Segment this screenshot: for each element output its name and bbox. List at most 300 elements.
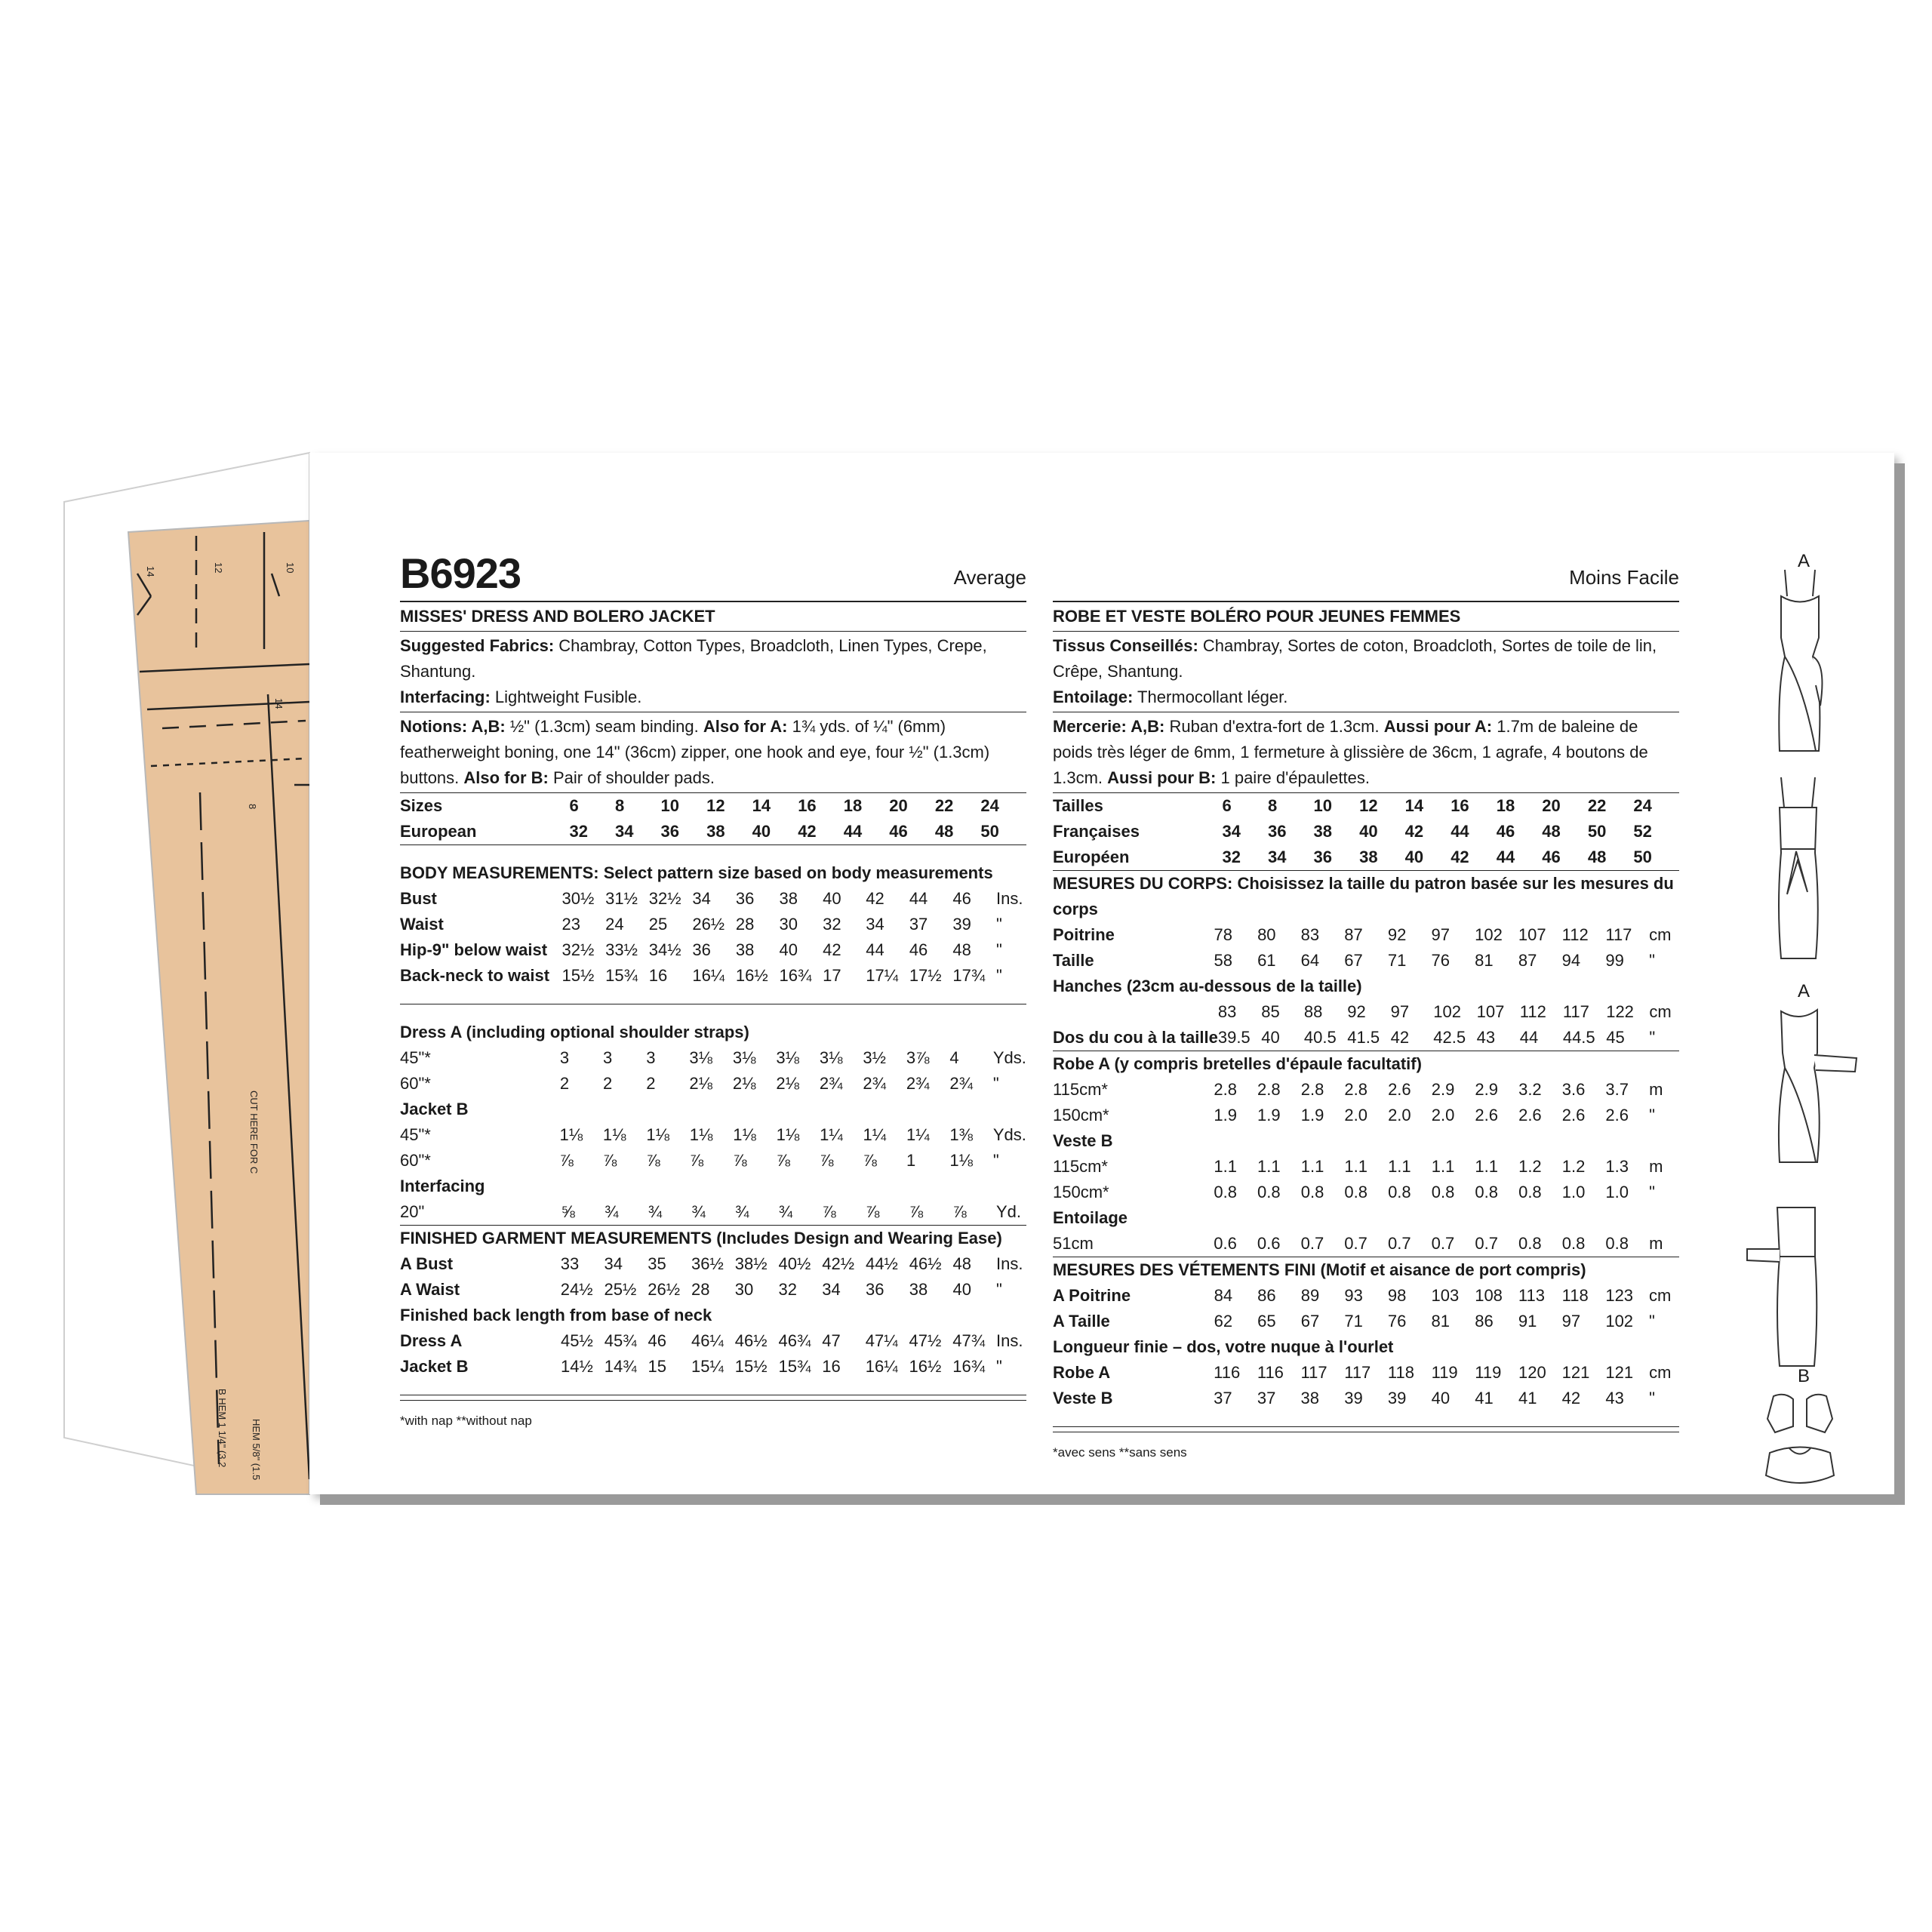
cell-value: 17¼ bbox=[866, 966, 899, 985]
dress-a-front-sketch bbox=[1779, 570, 1822, 751]
cell-value: 47¾ bbox=[952, 1331, 986, 1350]
cell-value: 16¾ bbox=[952, 1357, 986, 1376]
cell-value: 80 bbox=[1257, 925, 1276, 944]
french-header bbox=[1053, 551, 1679, 602]
cell-value: 122 bbox=[1606, 1002, 1634, 1021]
cell-value: 43 bbox=[1605, 1389, 1624, 1407]
cell-value: 71 bbox=[1387, 951, 1407, 970]
cell-value: ¾ bbox=[778, 1202, 793, 1221]
cell-value: 45 bbox=[1606, 1028, 1625, 1047]
row-label: Françaises bbox=[1053, 822, 1140, 841]
cell-value: ⅞ bbox=[866, 1202, 880, 1221]
hip-table-fr bbox=[1053, 999, 1679, 1051]
cell-value: 32 bbox=[823, 915, 841, 934]
fabrics-label: Suggested Fabrics: bbox=[400, 636, 555, 655]
interfacing-label-fr: Entoilage: bbox=[1053, 688, 1134, 706]
cell-value: 3.7 bbox=[1605, 1080, 1629, 1099]
row-label: Dress A bbox=[400, 1331, 463, 1350]
table-row bbox=[400, 912, 1026, 937]
unit-label: " bbox=[992, 1074, 999, 1093]
cell-value: 2.6 bbox=[1518, 1106, 1542, 1124]
cell-value: 81 bbox=[1475, 951, 1494, 970]
dress-a-table-fr bbox=[1053, 1077, 1679, 1128]
cell-value: 3.6 bbox=[1561, 1080, 1586, 1099]
cell-value: 50 bbox=[1587, 822, 1607, 841]
unit-label: " bbox=[1649, 1028, 1656, 1047]
cell-value: 44 bbox=[909, 889, 928, 908]
dress-a-strapless-sketch bbox=[1779, 1010, 1857, 1162]
cell-value: ⅞ bbox=[863, 1151, 877, 1170]
cell-value: 97 bbox=[1561, 1312, 1581, 1331]
cell-value: 119 bbox=[1475, 1363, 1502, 1382]
tissue-mark-6: CUT HERE FOR C bbox=[248, 1091, 260, 1174]
cell-value: 107 bbox=[1518, 925, 1546, 944]
table-row bbox=[1053, 793, 1679, 819]
notions-label-fr: Mercerie: A,B: bbox=[1053, 717, 1165, 736]
cell-value: ¾ bbox=[605, 1202, 619, 1221]
unit-label: " bbox=[996, 915, 1002, 934]
unit-label: Ins. bbox=[995, 1331, 1023, 1350]
notions-block-fr bbox=[1053, 712, 1679, 793]
unit-label: " bbox=[995, 1357, 1002, 1376]
cell-value: 98 bbox=[1387, 1286, 1407, 1305]
tissue-mark-4: 14 bbox=[273, 698, 285, 709]
cell-value: 87 bbox=[1344, 925, 1363, 944]
cell-value: 120 bbox=[1518, 1363, 1546, 1382]
cell-value: 16 bbox=[648, 966, 668, 985]
cell-value: 3⅛ bbox=[819, 1048, 843, 1067]
cell-value: 40.5 bbox=[1303, 1028, 1337, 1047]
cell-value: 1 bbox=[906, 1151, 916, 1170]
row-label: Bust bbox=[400, 889, 437, 908]
cell-value: 33½ bbox=[605, 940, 638, 959]
unit-label: " bbox=[996, 1280, 1002, 1299]
jacket-b-table bbox=[400, 1122, 1026, 1174]
cell-value: 30½ bbox=[561, 889, 595, 908]
cell-value: 36 bbox=[1268, 822, 1287, 841]
cell-value: 34 bbox=[615, 822, 634, 841]
cell-value: 123 bbox=[1605, 1286, 1634, 1305]
cell-value: 76 bbox=[1387, 1312, 1407, 1331]
tissue-mark-7: B HEM 1 1/4" (3.2 bbox=[217, 1389, 228, 1468]
unit-label: cm bbox=[1649, 1002, 1672, 1021]
cell-value: 112 bbox=[1519, 1002, 1546, 1021]
english-header bbox=[400, 551, 1026, 602]
cell-value: 86 bbox=[1257, 1286, 1276, 1305]
row-label: Veste B bbox=[1053, 1389, 1113, 1407]
cell-value: 1.0 bbox=[1605, 1183, 1629, 1201]
cell-value: 34½ bbox=[648, 940, 681, 959]
cell-value: 2¾ bbox=[949, 1074, 973, 1093]
cell-value: 39 bbox=[1344, 1389, 1363, 1407]
hip-title-fr: Hanches (23cm au-dessous de la taille) bbox=[1053, 977, 1362, 995]
cell-value: 52 bbox=[1633, 822, 1652, 841]
cell-value: 44 bbox=[1496, 848, 1515, 866]
row-label: Taille bbox=[1053, 951, 1094, 970]
cell-value: 2.6 bbox=[1388, 1080, 1411, 1099]
row-label: Sizes bbox=[400, 796, 443, 815]
cell-value: 58 bbox=[1214, 951, 1232, 970]
cell-value: 0.6 bbox=[1214, 1234, 1237, 1253]
cell-value: 0.8 bbox=[1605, 1234, 1629, 1253]
cell-value: 93 bbox=[1344, 1286, 1363, 1305]
cell-value: 1.1 bbox=[1475, 1157, 1498, 1176]
row-label: 45"* bbox=[400, 1125, 431, 1144]
cell-value: 0.8 bbox=[1518, 1234, 1542, 1253]
fabrics-block-fr bbox=[1053, 632, 1679, 712]
unit-label: Yds. bbox=[992, 1048, 1026, 1067]
row-label: A Taille bbox=[1053, 1312, 1110, 1331]
cell-value: 41.5 bbox=[1347, 1028, 1380, 1047]
row-label: 60"* bbox=[400, 1151, 431, 1170]
table-row bbox=[1053, 1309, 1679, 1334]
cell-value: ¾ bbox=[691, 1202, 706, 1221]
body-measurements-table bbox=[400, 886, 1026, 989]
cell-value: 3⅛ bbox=[776, 1048, 799, 1067]
cell-value: 15¾ bbox=[605, 966, 638, 985]
cell-value: 38½ bbox=[734, 1254, 768, 1273]
table-row bbox=[400, 1045, 1026, 1071]
cell-value: 15 bbox=[648, 1357, 667, 1376]
cell-value: 0.7 bbox=[1387, 1234, 1411, 1253]
cell-value: 1¼ bbox=[820, 1125, 843, 1144]
cell-value: 46 bbox=[648, 1331, 667, 1350]
unit-label: m bbox=[1649, 1080, 1663, 1099]
cell-value: 2⅛ bbox=[732, 1074, 756, 1093]
table-row bbox=[1053, 819, 1679, 844]
cell-value: 42 bbox=[1561, 1389, 1581, 1407]
cell-value: 1⅜ bbox=[949, 1125, 974, 1144]
cell-value: 22 bbox=[934, 796, 954, 815]
cell-value: 45¾ bbox=[604, 1331, 637, 1350]
cell-value: 0.8 bbox=[1388, 1183, 1411, 1201]
row-label bbox=[1053, 999, 1218, 1025]
cell-value: 12 bbox=[1359, 796, 1378, 815]
unit-label: " bbox=[992, 1151, 999, 1170]
cell-value: 15¾ bbox=[778, 1357, 811, 1376]
cell-value: 2.6 bbox=[1561, 1106, 1586, 1124]
sizes-section bbox=[400, 793, 1026, 845]
cell-value: 71 bbox=[1344, 1312, 1363, 1331]
pattern-title: MISSES' DRESS AND BOLERO JACKET bbox=[400, 602, 1026, 632]
table-row bbox=[400, 886, 1026, 912]
table-row bbox=[400, 1148, 1026, 1174]
cell-value: 40 bbox=[752, 822, 771, 841]
cell-value: 50 bbox=[980, 822, 999, 841]
cell-value: 92 bbox=[1387, 925, 1407, 944]
cell-value: 24 bbox=[1633, 796, 1652, 815]
cell-value: 48 bbox=[1587, 848, 1607, 866]
cell-value: 24½ bbox=[560, 1280, 593, 1299]
cell-value: 10 bbox=[660, 796, 680, 815]
cell-value: 2.0 bbox=[1431, 1106, 1455, 1124]
cell-value: 1⅛ bbox=[733, 1125, 756, 1144]
cell-value: 39.5 bbox=[1217, 1028, 1251, 1047]
notions-a-label-fr: Aussi pour A: bbox=[1383, 717, 1493, 736]
unit-label: m bbox=[1649, 1157, 1663, 1176]
cell-value: 119 bbox=[1431, 1363, 1458, 1382]
cell-value: ⅞ bbox=[559, 1151, 574, 1170]
cell-value: 2 bbox=[559, 1074, 570, 1093]
cell-value: 34 bbox=[604, 1254, 623, 1273]
cell-value: 40 bbox=[952, 1280, 972, 1299]
cell-value: 33 bbox=[560, 1254, 580, 1273]
cell-value: 46¾ bbox=[778, 1331, 811, 1350]
unit-label: " bbox=[1649, 1389, 1655, 1407]
table-row bbox=[400, 1251, 1026, 1277]
cell-value: 1.0 bbox=[1561, 1183, 1586, 1201]
cell-value: 34 bbox=[692, 889, 711, 908]
cell-value: 117 bbox=[1344, 1363, 1371, 1382]
cell-value: 92 bbox=[1347, 1002, 1366, 1021]
cell-value: 117 bbox=[1300, 1363, 1327, 1382]
cell-value: 12 bbox=[706, 796, 725, 815]
cell-value: 46½ bbox=[909, 1254, 942, 1273]
cell-value: 25½ bbox=[604, 1280, 637, 1299]
cell-value: 16¼ bbox=[865, 1357, 898, 1376]
cell-value: 24 bbox=[980, 796, 999, 815]
cell-value: ¾ bbox=[735, 1202, 749, 1221]
tissue-mark-3: 10 bbox=[285, 562, 296, 574]
cell-value: 2¾ bbox=[863, 1074, 886, 1093]
cell-value: 44 bbox=[1451, 822, 1469, 841]
notions-text-3: Pair of shoulder pads. bbox=[548, 768, 715, 787]
cell-value: 62 bbox=[1214, 1312, 1233, 1331]
table-row bbox=[1053, 948, 1679, 974]
cell-value: 1⅛ bbox=[559, 1125, 583, 1144]
cell-value: 48 bbox=[1542, 822, 1561, 841]
cell-value: 32½ bbox=[648, 889, 681, 908]
table-row bbox=[1053, 844, 1679, 870]
cell-value: 38 bbox=[909, 1280, 928, 1299]
row-label: Back-neck to waist bbox=[400, 966, 550, 985]
cell-value: 14½ bbox=[561, 1357, 593, 1376]
cell-value: 0.8 bbox=[1257, 1183, 1281, 1201]
cell-value: 2 bbox=[603, 1074, 613, 1093]
cell-value: 38 bbox=[779, 889, 798, 908]
unit-label: " bbox=[996, 940, 1002, 959]
fabrics-block bbox=[400, 632, 1026, 712]
finished-measurements-title: FINISHED GARMENT MEASUREMENTS (Includes Design and Wearing Ease) bbox=[400, 1229, 1002, 1247]
jacket-b-table-fr bbox=[1053, 1154, 1679, 1205]
unit-label: Ins. bbox=[996, 889, 1023, 908]
dress-a-table bbox=[400, 1045, 1026, 1097]
cell-value: 16¼ bbox=[692, 966, 725, 985]
cell-value: 1¼ bbox=[906, 1125, 930, 1144]
cell-value: 28 bbox=[691, 1280, 710, 1299]
cell-value: 3 bbox=[559, 1048, 570, 1067]
body-measurements-table-fr bbox=[1053, 922, 1679, 974]
cell-value: 1⅛ bbox=[602, 1125, 626, 1144]
cell-value: 41 bbox=[1475, 1389, 1494, 1407]
cell-value: 81 bbox=[1431, 1312, 1450, 1331]
cell-value: 83 bbox=[1217, 1002, 1237, 1021]
row-label: 115cm* bbox=[1053, 1080, 1108, 1099]
cell-value: 97 bbox=[1390, 1002, 1410, 1021]
cell-value: 20 bbox=[889, 796, 908, 815]
footnote-fr: *avec sens **sans sens bbox=[1053, 1432, 1679, 1466]
notions-a-label: Also for A: bbox=[703, 717, 788, 736]
cell-value: 40 bbox=[823, 889, 841, 908]
cell-value: 1.9 bbox=[1214, 1106, 1237, 1124]
cell-value: 8 bbox=[1268, 796, 1278, 815]
cell-value: 6 bbox=[1222, 796, 1232, 815]
cell-value: 67 bbox=[1300, 1312, 1320, 1331]
cell-value: 48 bbox=[934, 822, 954, 841]
cell-value: 17½ bbox=[909, 966, 942, 985]
french-column bbox=[1053, 551, 1679, 1466]
row-label: 150cm* bbox=[1053, 1183, 1109, 1201]
cell-value: 50 bbox=[1633, 848, 1652, 866]
interfacing-text: Lightweight Fusible. bbox=[490, 688, 642, 706]
table-row bbox=[400, 819, 1026, 844]
unit-label: Ins. bbox=[996, 1254, 1023, 1273]
cell-value: 1.2 bbox=[1561, 1157, 1586, 1176]
cell-value: 64 bbox=[1300, 951, 1320, 970]
cell-value: 108 bbox=[1475, 1286, 1503, 1305]
table-row bbox=[1053, 1077, 1679, 1103]
cell-value: 1⅛ bbox=[949, 1151, 974, 1170]
tissue-mark-8: HEM 5/8" (1.5 bbox=[251, 1419, 262, 1481]
footnote: *with nap **without nap bbox=[400, 1400, 1026, 1434]
garment-sketches bbox=[1743, 551, 1894, 1381]
cell-value: 1.1 bbox=[1257, 1157, 1281, 1176]
cell-value: 97 bbox=[1431, 925, 1450, 944]
cell-value: 46 bbox=[952, 889, 971, 908]
cell-value: 118 bbox=[1561, 1286, 1589, 1305]
cell-value: 113 bbox=[1518, 1286, 1545, 1305]
table-row bbox=[400, 1071, 1026, 1097]
cell-value: 34 bbox=[866, 915, 884, 934]
cell-value: 16¾ bbox=[779, 966, 812, 985]
cell-value: 14 bbox=[752, 796, 771, 815]
finished-length-title-fr: Longueur finie – dos, votre nuque à l'ourlet bbox=[1053, 1337, 1394, 1356]
finished-length-table-fr bbox=[1053, 1360, 1679, 1411]
cell-value: 2.9 bbox=[1475, 1080, 1498, 1099]
cell-value: 46 bbox=[1496, 822, 1515, 841]
cell-value: 18 bbox=[1496, 796, 1515, 815]
table-row bbox=[1053, 1231, 1679, 1257]
cell-value: ⅞ bbox=[776, 1151, 791, 1170]
cell-value: 67 bbox=[1344, 951, 1363, 970]
row-label: European bbox=[400, 822, 477, 841]
cell-value: 3 bbox=[646, 1048, 656, 1067]
cell-value: 24 bbox=[605, 915, 624, 934]
cell-value: 0.7 bbox=[1300, 1234, 1324, 1253]
finished-length-table bbox=[400, 1328, 1026, 1380]
tissue-mark-1: 14 bbox=[145, 566, 156, 577]
cell-value: 47 bbox=[822, 1331, 841, 1350]
body-measurements-section bbox=[400, 860, 1026, 1004]
cell-value: ⅞ bbox=[689, 1151, 704, 1170]
cell-value: 1⅛ bbox=[646, 1125, 669, 1144]
cell-value: 3 bbox=[603, 1048, 613, 1067]
cell-value: 103 bbox=[1431, 1286, 1460, 1305]
cell-value: 1⅛ bbox=[689, 1125, 713, 1144]
table-row bbox=[1053, 1360, 1679, 1386]
interfacing-table bbox=[400, 1199, 1026, 1225]
cell-value: 2.8 bbox=[1257, 1080, 1281, 1099]
table-row bbox=[1053, 1283, 1679, 1309]
cell-value: 1⅛ bbox=[776, 1125, 800, 1144]
cell-value: 28 bbox=[735, 915, 755, 934]
cell-value: 0.8 bbox=[1214, 1183, 1237, 1201]
cell-value: 1.1 bbox=[1300, 1157, 1324, 1176]
unit-label: Yd. bbox=[996, 1202, 1022, 1221]
body-measurements-section-fr bbox=[1053, 871, 1679, 1051]
cell-value: 76 bbox=[1431, 951, 1450, 970]
notions-text-2-fr: 1.7m de baleine de poids très léger de 6mm, 1 fermeture à glissière de 36cm, 1 agrafe, 4 boutons de 1.3cm. bbox=[1053, 717, 1648, 787]
cell-value: 1¼ bbox=[863, 1125, 887, 1144]
cell-value: ⅞ bbox=[733, 1151, 747, 1170]
cell-value: 26½ bbox=[648, 1280, 681, 1299]
cell-value: 36 bbox=[1313, 848, 1333, 866]
cell-value: 117 bbox=[1605, 925, 1632, 944]
cell-value: 2.8 bbox=[1344, 1080, 1367, 1099]
cell-value: 36 bbox=[866, 1280, 884, 1299]
unit-label: " bbox=[1649, 1106, 1655, 1124]
cell-value: 14 bbox=[1404, 796, 1424, 815]
cell-value: 42 bbox=[866, 889, 884, 908]
envelope-back-panel bbox=[309, 453, 1894, 1494]
cell-value: ⅞ bbox=[820, 1151, 834, 1170]
cell-value: 38 bbox=[1300, 1389, 1320, 1407]
cell-value: 2⅛ bbox=[689, 1074, 712, 1093]
cell-value: 44 bbox=[843, 822, 863, 841]
table-row bbox=[400, 963, 1026, 989]
cell-value: 94 bbox=[1561, 951, 1581, 970]
cell-value: 15½ bbox=[734, 1357, 768, 1376]
difficulty-level-fr: Moins Facile bbox=[1569, 566, 1679, 589]
cell-value: 2¾ bbox=[819, 1074, 843, 1093]
cell-value: 46 bbox=[1542, 848, 1561, 866]
cell-value: 42 bbox=[798, 822, 817, 841]
cell-value: 2.8 bbox=[1300, 1080, 1324, 1099]
row-label: Robe A bbox=[1053, 1363, 1111, 1382]
cell-value: 3⅛ bbox=[689, 1048, 712, 1067]
row-label: 150cm* bbox=[1053, 1106, 1109, 1124]
finished-measurements-section-fr bbox=[1053, 1257, 1679, 1427]
row-label: 115cm* bbox=[1053, 1157, 1108, 1176]
finished-measurements-title-fr: MESURES DES VÉTEMENTS FINI (Motif et aisance de port compris) bbox=[1053, 1260, 1586, 1279]
cell-value: 116 bbox=[1257, 1363, 1284, 1382]
interfacing-title: Interfacing bbox=[400, 1177, 485, 1195]
cell-value: 121 bbox=[1605, 1363, 1634, 1382]
cell-value: 48 bbox=[952, 940, 971, 959]
cell-value: ¾ bbox=[648, 1202, 663, 1221]
cell-value: 41 bbox=[1518, 1389, 1537, 1407]
cell-value: 36 bbox=[735, 889, 755, 908]
cell-value: 14¾ bbox=[604, 1357, 637, 1376]
cell-value: 91 bbox=[1518, 1312, 1537, 1331]
cell-value: 44 bbox=[1519, 1028, 1539, 1047]
unit-label: Yds. bbox=[992, 1125, 1026, 1144]
table-row bbox=[400, 937, 1026, 963]
cell-value: 32 bbox=[1222, 848, 1241, 866]
cell-value: 23 bbox=[561, 915, 581, 934]
cell-value: 15½ bbox=[561, 966, 595, 985]
dress-yardage-section-fr bbox=[1053, 1051, 1679, 1257]
cell-value: 107 bbox=[1476, 1002, 1505, 1021]
cell-value: 16½ bbox=[909, 1357, 942, 1376]
cell-value: 31½ bbox=[605, 889, 638, 908]
cell-value: 4 bbox=[949, 1048, 959, 1067]
unit-label: cm bbox=[1649, 925, 1672, 944]
cell-value: 2.0 bbox=[1344, 1106, 1367, 1124]
cell-value: 2.8 bbox=[1214, 1080, 1237, 1099]
cell-value: 34 bbox=[1268, 848, 1287, 866]
cell-value: 43 bbox=[1476, 1028, 1496, 1047]
